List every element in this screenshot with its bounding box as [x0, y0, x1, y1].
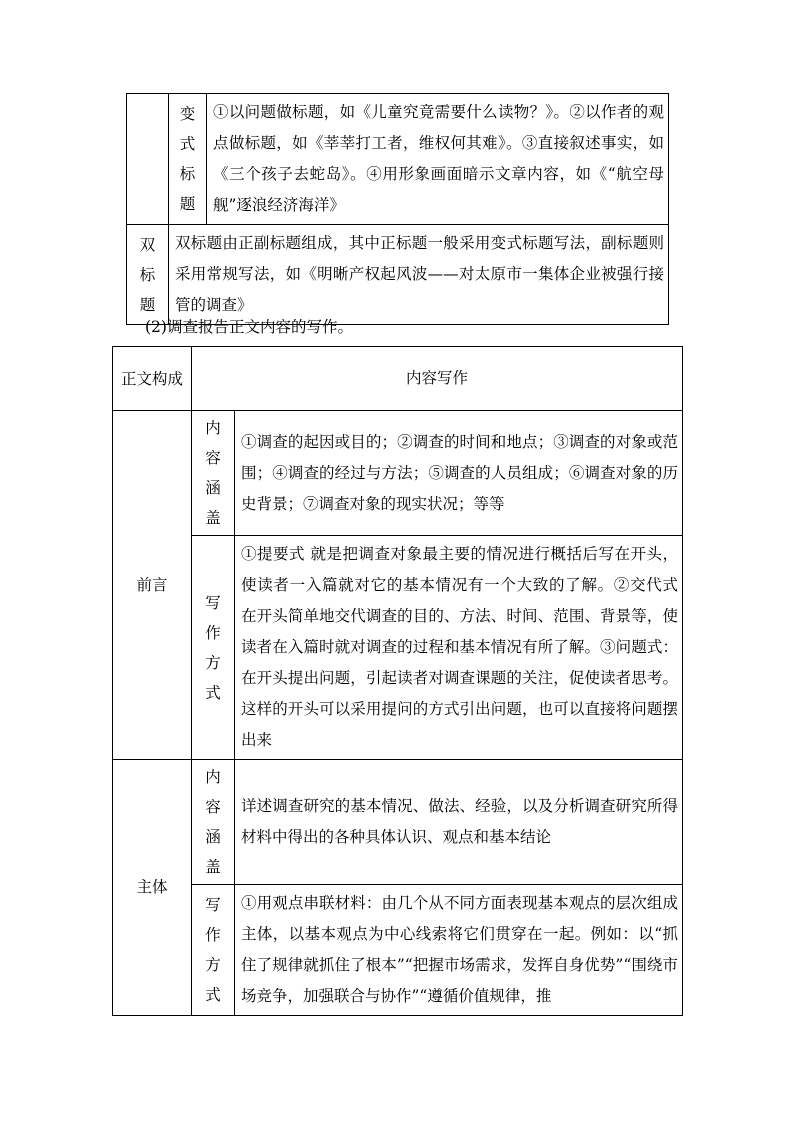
- row-label-xiezuo: 写 作 方 式: [192, 885, 235, 1016]
- row-label-bianshi: 变 式 标 题: [169, 94, 207, 225]
- row-label-shuangbiaoti: 双 标 题: [127, 225, 169, 325]
- body-writing-table: [112, 346, 683, 1016]
- title-types-table: [126, 93, 669, 325]
- table-row: [113, 411, 683, 536]
- row-content: ①调查的起因或目的；②调查的时间和地点；③调查的对象或范围；④调查的经过与方法；⑤调查的人员组成；⑥调查对象的历史背景；⑦调查对象的现实状况；等等: [235, 411, 683, 536]
- row-content: ①用观点串联材料：由几个从不同方面表现基本观点的层次组成主体，以基本观点为中心线索将它们贯穿在一起。例如：以“抓住了规律就抓住了根本”“把握市场需求，发挥自身优势”“围绕市场竞争，加强联合与协作”“遵循价值规律，推: [235, 885, 683, 1016]
- row-label-xiezuo: 写 作 方 式: [192, 536, 235, 760]
- row-content: ①提要式 就是把调查对象最主要的情况进行概括后写在开头，使读者一入篇就对它的基本情况有一个大致的了解。②交代式 在开头简单地交代调查的目的、方法、时间、范围、背景等，使读者在入篇时就对调查的过程和基本情况有所了解。③问题式：在开头提出问题，引起读者对调查课题的关注，促使读者思考。这样的开头可以采用提问的方式引出问题，也可以直接将问题摆出来: [235, 536, 683, 760]
- row-label-neirong: 内 容 涵 盖: [192, 411, 235, 536]
- row-content-bianshi: ①以问题做标题，如《儿童究竟需要什么读物？》。②以作者的观点做标题，如《莘莘打工者，维权何其难》。③直接叙述事实，如《三个孩子去蛇岛》。④用形象画面暗示文章内容，如《“航空母舰”逐浪经济海洋》: [207, 94, 669, 225]
- table-row: [127, 94, 669, 225]
- table-row: [113, 885, 683, 1016]
- row-label-neirong: 内 容 涵 盖: [192, 760, 235, 885]
- table-row: [113, 760, 683, 885]
- row-content-shuangbiaoti: 双标题由正副标题组成，其中正标题一般采用变式标题写法，副标题则采用常规写法，如《明晰产权起风波——对太原市一集体企业被强行接管的调查》: [169, 225, 669, 325]
- section-name-qianyan: 前言: [113, 411, 192, 760]
- header-col2: 内容写作: [192, 347, 683, 411]
- section-caption: (2)调查报告正文内容的写作。: [145, 318, 353, 336]
- section-name-zhuti: 主体: [113, 760, 192, 1016]
- blank-cell: [127, 94, 169, 225]
- row-content: 详述调查研究的基本情况、做法、经验，以及分析调查研究所得材料中得出的各种具体认识、观点和基本结论: [235, 760, 683, 885]
- header-col1: 正文构成: [113, 347, 192, 411]
- table-row: [113, 536, 683, 760]
- table-row: [127, 225, 669, 325]
- table-header-row: [113, 347, 683, 411]
